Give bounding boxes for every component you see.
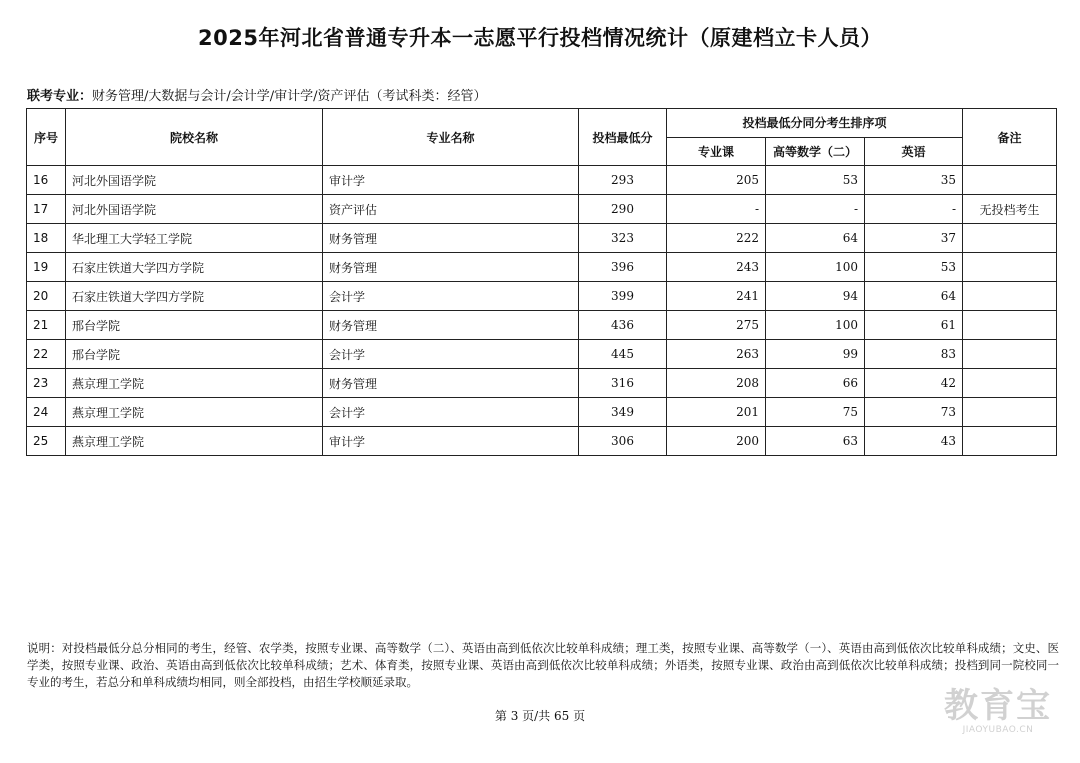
cell-english: 37 — [865, 224, 963, 253]
table-row — [27, 340, 1057, 369]
watermark-brand: 教育宝 — [944, 686, 1052, 726]
table-row — [27, 195, 1057, 224]
cell-remark — [963, 224, 1057, 253]
explanatory-note: 说明：对投档最低分总分相同的考生，经管、农学类，按照专业课、高等数学（二）、英语由高到低依次比较单科成绩；理工类，按照专业课、高等数学（一）、英语由高到低依次比较单科成绩；文史、医学类，按照专业课、政治、英语由高到低依次比较单科成绩；艺术、体育类，按照专业课、英语由高到低依次比较单科成绩；外语类，按照专业课、政治由高到低依次比较单科成绩；投档到同一院校同一专业的考生，若总分和单科成绩均相同，则全部投档，由招生学校顺延录取。 — [27, 641, 1059, 689]
watermark-url: JIAOYUBAO.CN — [962, 725, 1034, 735]
cell-remark — [963, 166, 1057, 195]
cell-seq: 21 — [27, 311, 66, 340]
cell-seq: 24 — [27, 398, 66, 427]
cell-english: 42 — [865, 369, 963, 398]
cell-remark — [963, 427, 1057, 456]
cell-remark — [963, 311, 1057, 340]
table-row — [27, 224, 1057, 253]
cell-min-score: 290 — [579, 195, 667, 224]
cell-professional: 205 — [667, 166, 766, 195]
cell-math: 100 — [766, 253, 865, 282]
cell-major: 财务管理 — [323, 311, 579, 340]
header-tie-group: 投档最低分同分考生排序项 — [667, 109, 963, 138]
cell-seq: 25 — [27, 427, 66, 456]
cell-min-score: 396 — [579, 253, 667, 282]
cell-math: 100 — [766, 311, 865, 340]
cell-professional: 275 — [667, 311, 766, 340]
header-professional: 专业课 — [667, 137, 766, 166]
cell-math: 75 — [766, 398, 865, 427]
cell-english: 73 — [865, 398, 963, 427]
cell-school: 燕京理工学院 — [66, 369, 323, 398]
exam-subject-line — [27, 85, 487, 104]
cell-math: 53 — [766, 166, 865, 195]
cell-english: 83 — [865, 340, 963, 369]
cell-min-score: 399 — [579, 282, 667, 311]
cell-remark — [963, 369, 1057, 398]
cell-math: 94 — [766, 282, 865, 311]
cell-seq: 18 — [27, 224, 66, 253]
cell-school: 河北外国语学院 — [66, 195, 323, 224]
cell-school: 石家庄铁道大学四方学院 — [66, 282, 323, 311]
cell-major: 资产评估 — [323, 195, 579, 224]
cell-professional: 200 — [667, 427, 766, 456]
cell-english: 43 — [865, 427, 963, 456]
cell-min-score: 349 — [579, 398, 667, 427]
table-row — [27, 166, 1057, 195]
cell-professional: 263 — [667, 340, 766, 369]
cell-remark — [963, 253, 1057, 282]
cell-english: 64 — [865, 282, 963, 311]
cell-major: 审计学 — [323, 166, 579, 195]
header-major: 专业名称 — [323, 109, 579, 166]
cell-professional: - — [667, 195, 766, 224]
exam-subject-label: 联考专业： — [27, 89, 93, 104]
cell-school: 河北外国语学院 — [66, 166, 323, 195]
header-school: 院校名称 — [66, 109, 323, 166]
cell-seq: 19 — [27, 253, 66, 282]
cell-remark: 无投档考生 — [963, 195, 1057, 224]
cell-remark — [963, 340, 1057, 369]
cell-major: 审计学 — [323, 427, 579, 456]
cell-major: 会计学 — [323, 398, 579, 427]
cell-school: 华北理工大学轻工学院 — [66, 224, 323, 253]
table-row — [27, 398, 1057, 427]
cell-major: 会计学 — [323, 282, 579, 311]
table-row — [27, 427, 1057, 456]
header-min-score: 投档最低分 — [579, 109, 667, 166]
header-math: 高等数学（二） — [766, 137, 865, 166]
table-row — [27, 369, 1057, 398]
cell-english: 53 — [865, 253, 963, 282]
cell-seq: 22 — [27, 340, 66, 369]
cell-school: 燕京理工学院 — [66, 427, 323, 456]
cell-math: - — [766, 195, 865, 224]
cell-seq: 16 — [27, 166, 66, 195]
cell-min-score: 316 — [579, 369, 667, 398]
table-row — [27, 282, 1057, 311]
cell-professional: 243 — [667, 253, 766, 282]
cell-math: 63 — [766, 427, 865, 456]
cell-math: 66 — [766, 369, 865, 398]
cell-school: 邢台学院 — [66, 311, 323, 340]
cell-min-score: 323 — [579, 224, 667, 253]
table-row — [27, 253, 1057, 282]
cell-major: 财务管理 — [323, 369, 579, 398]
cell-english: 61 — [865, 311, 963, 340]
watermark-logo — [938, 687, 1058, 735]
cell-seq: 23 — [27, 369, 66, 398]
cell-seq: 17 — [27, 195, 66, 224]
cell-school: 石家庄铁道大学四方学院 — [66, 253, 323, 282]
cell-professional: 241 — [667, 282, 766, 311]
page-number: 第 3 页/共 65 页 — [494, 709, 586, 723]
cell-remark — [963, 398, 1057, 427]
cell-min-score: 306 — [579, 427, 667, 456]
cell-school: 邢台学院 — [66, 340, 323, 369]
exam-subject-value: 财务管理/大数据与会计/会计学/审计学/资产评估（考试科类：经管） — [92, 89, 487, 104]
header-remark: 备注 — [963, 109, 1057, 166]
cell-min-score: 293 — [579, 166, 667, 195]
cell-remark — [963, 282, 1057, 311]
header-seq: 序号 — [27, 109, 66, 166]
cell-major: 财务管理 — [323, 224, 579, 253]
cell-major: 财务管理 — [323, 253, 579, 282]
cell-math: 64 — [766, 224, 865, 253]
cell-english: 35 — [865, 166, 963, 195]
cell-professional: 208 — [667, 369, 766, 398]
cell-professional: 222 — [667, 224, 766, 253]
cell-major: 会计学 — [323, 340, 579, 369]
cell-min-score: 445 — [579, 340, 667, 369]
cell-professional: 201 — [667, 398, 766, 427]
cell-min-score: 436 — [579, 311, 667, 340]
cell-math: 99 — [766, 340, 865, 369]
table-row — [27, 311, 1057, 340]
cell-school: 燕京理工学院 — [66, 398, 323, 427]
cell-seq: 20 — [27, 282, 66, 311]
header-english: 英语 — [865, 137, 963, 166]
admission-table — [26, 108, 1057, 456]
document-title: 2025年河北省普通专升本一志愿平行投档情况统计（原建档立卡人员） — [198, 26, 882, 50]
cell-english: - — [865, 195, 963, 224]
